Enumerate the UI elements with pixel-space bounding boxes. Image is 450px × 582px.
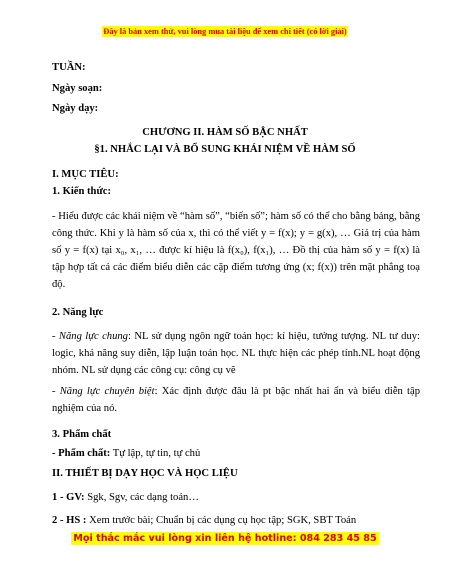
prep-date-field: Ngày soạn:: [52, 83, 103, 94]
teacher-text: Sgk, Sgv, các dạng toán…: [84, 492, 199, 503]
chapter-title: CHƯƠNG II. HÀM SỐ BẬC NHẤT: [142, 127, 308, 138]
general-competence: [52, 328, 420, 379]
student-materials: [52, 512, 420, 529]
general-competence-label: - Năng lực chung: [52, 331, 128, 342]
equipment-heading: II. THIẾT BỊ DẠY HỌC VÀ HỌC LIỆU: [52, 468, 238, 479]
competence-heading: 2. Năng lực: [52, 307, 104, 318]
objectives-heading: I. MỤC TIÊU:: [52, 169, 119, 180]
specific-competence-text: : Xác định được đâu là pt bậc nhất hai ẩn và biểu diễn tập nghiệm của nó.: [52, 386, 420, 414]
week-field: TUẦN:: [52, 62, 86, 73]
hotline-footer: Mọi thắc mắc vui lòng xin liên hệ hotline: 084 283 45 85: [73, 533, 377, 544]
qualities-text: Tự lập, tự tin, tự chủ: [110, 448, 201, 459]
qualities-heading: 3. Phẩm chất: [52, 429, 112, 440]
student-label: 2 - HS :: [52, 515, 87, 526]
teach-date-field: Ngày dạy:: [52, 103, 99, 114]
teacher-materials: [52, 489, 420, 506]
qualities-label: - Phẩm chất:: [52, 448, 111, 459]
qualities-line: [52, 445, 420, 462]
specific-competence: [52, 383, 420, 417]
preview-banner: Đây là bản xem thử, vui lòng mua tài liệu để xem chi tiết (có lời giải): [103, 27, 347, 36]
teacher-label: 1 - GV:: [52, 492, 85, 503]
section-title: §1. NHẮC LẠI VÀ BỔ SUNG KHÁI NIỆM VỀ HÀM SỐ: [94, 144, 356, 155]
knowledge-heading: 1. Kiến thức:: [52, 186, 112, 197]
specific-competence-label: - Năng lực chuyên biệt: [52, 386, 155, 397]
knowledge-text: - Hiểu được các khái niệm về “hàm số”, “biến số”; hàm số có thể cho bằng bảng, bằng công thức. Khi y là hàm số của x, thì có thể viết y = f(x); y = g(x), … Giá trị của hàm số y = f(x) tại x₀, x₁, … được kí hiệu là f(x₀), f(x₁), … Đồ thị của hàm số y = f(x) là tập hợp tất cả các điểm biểu diễn các cặp điểm tương ứng (x; f(x)) trên mặt phẳng toạ độ.: [52, 211, 420, 290]
general-competence-text: : NL sử dụng ngôn ngữ toán học: kí hiệu, tưởng tượng. NL tư duy: logic, khả năng suy diễn, lập luận toán học. NL thực hiện các phép tính.NL hoạt động nhóm. NL sử dụng các công cụ: công cụ vẽ: [52, 331, 420, 376]
student-text: Xem trước bài; Chuẩn bị các dụng cụ học tập; SGK, SBT Toán: [86, 515, 357, 526]
